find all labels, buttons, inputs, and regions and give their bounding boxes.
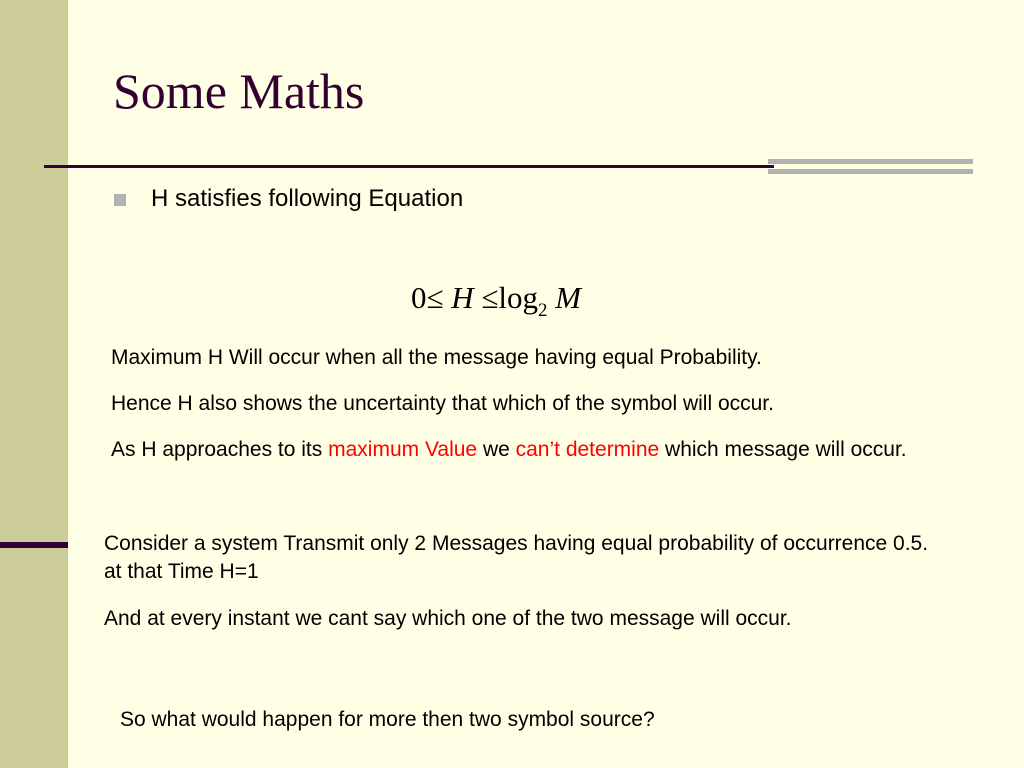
- highlight-maximum-value: maximum Value: [328, 438, 478, 461]
- highlight-cant-determine: can’t determine: [515, 438, 660, 461]
- left-accent-bar: [0, 542, 68, 548]
- paragraph-uncertainty: Hence H also shows the uncertainty that which of the symbol will occur.: [111, 392, 774, 415]
- entropy-equation: [411, 278, 581, 331]
- equation-h: H: [451, 280, 474, 315]
- equation-le-2: ≤: [481, 280, 499, 315]
- bullet-square-icon: [114, 194, 126, 206]
- bullet-text: H satisfies following Equation: [151, 185, 464, 212]
- text-part: we: [477, 438, 516, 461]
- paragraph-maximum-h: Maximum H Will occur when all the message having equal Probability.: [111, 346, 762, 369]
- text-part: which message will occur.: [659, 438, 907, 461]
- gray-bar: [768, 159, 973, 164]
- equation-log-base: 2: [538, 300, 548, 321]
- left-side-band: [0, 0, 68, 768]
- equation-zero: 0: [411, 280, 427, 315]
- paragraph-every-instant: And at every instant we cant say which one of the two message will occur.: [104, 607, 792, 630]
- text-part: As H approaches to its: [111, 438, 329, 461]
- paragraph-two-messages: Consider a system Transmit only 2 Messages having equal probability of occurrence 0.5. at that Time H=1: [104, 532, 929, 583]
- gray-bar: [768, 169, 973, 174]
- decorative-gray-bars: [768, 159, 973, 174]
- equation-le-1: ≤: [426, 280, 444, 315]
- equation-log: log: [498, 280, 539, 315]
- equation-m: M: [555, 280, 582, 315]
- paragraph-approaches-max: [111, 436, 977, 464]
- title-divider: [44, 165, 774, 168]
- closing-question: So what would happen for more then two symbol source?: [120, 708, 655, 731]
- slide-title: Some Maths: [113, 63, 365, 119]
